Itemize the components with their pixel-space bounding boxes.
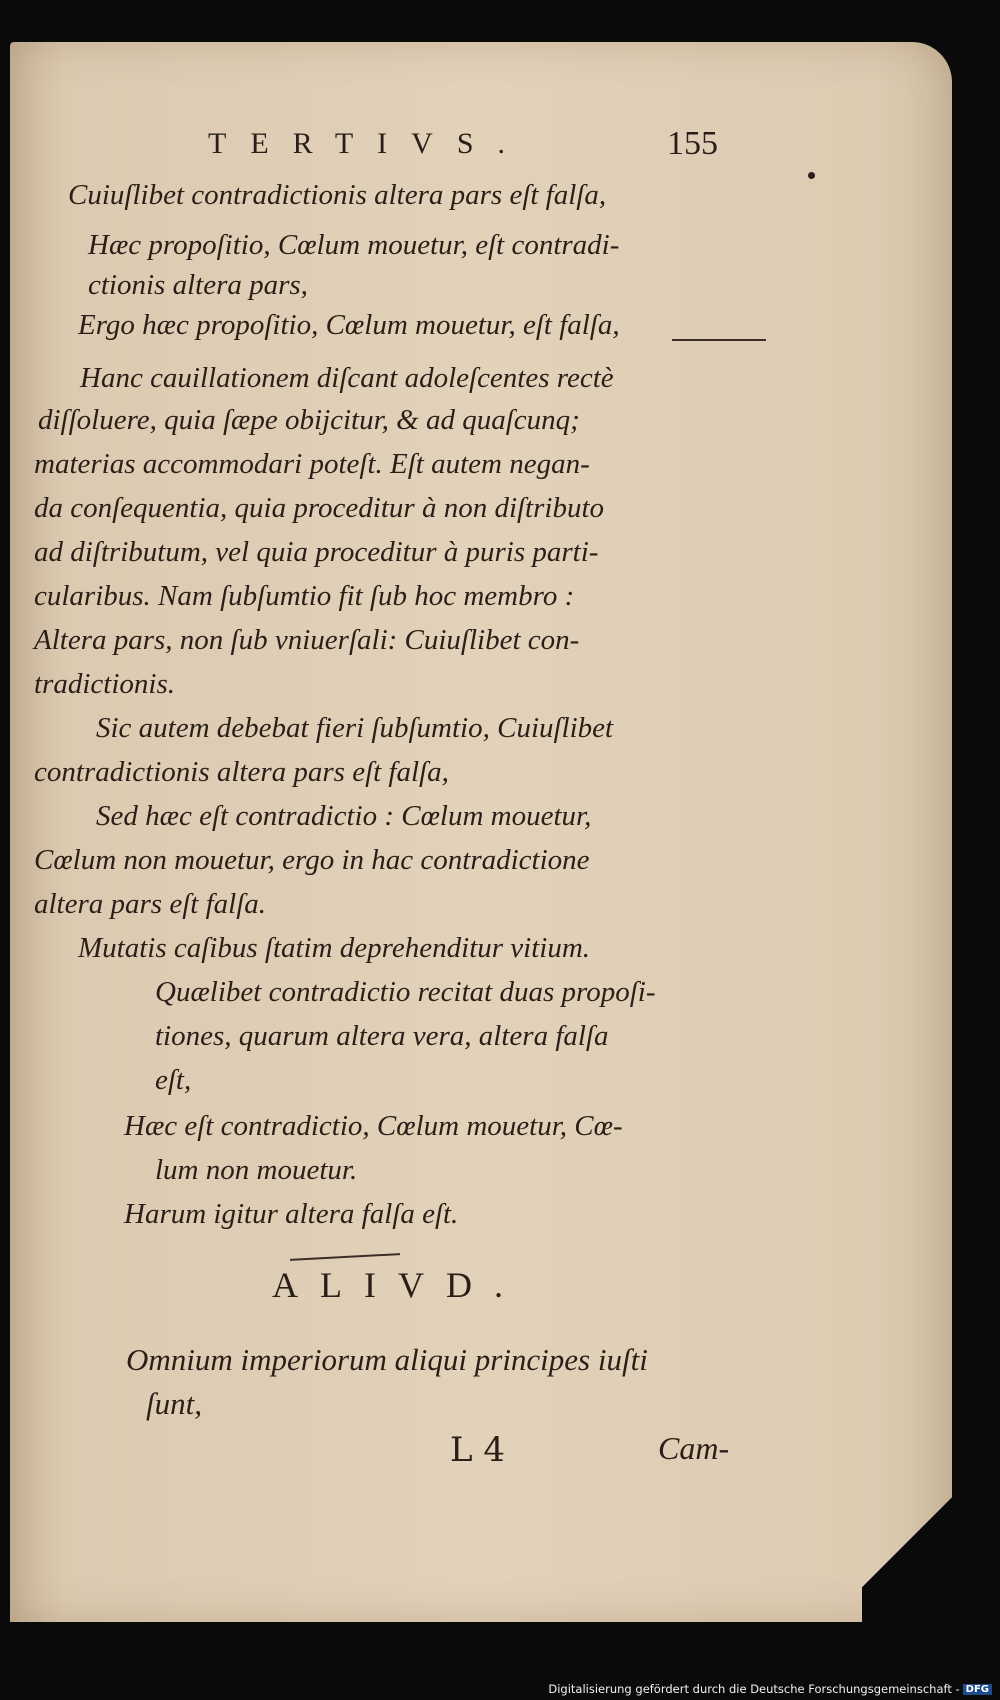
- text-line: Mutatis caſibus ſtatim deprehenditur vitium.: [78, 932, 591, 964]
- page-corner-shadow: [862, 1462, 952, 1622]
- text-line: tradictionis.: [34, 668, 175, 700]
- text-line: ctionis altera pars,: [88, 269, 308, 301]
- catchword: Cam-: [658, 1430, 730, 1466]
- text-line: eſt,: [155, 1064, 192, 1096]
- text-line: Quælibet contradictio recitat duas propoſi-: [155, 976, 656, 1008]
- text-line: cularibus. Nam ſubſumtio fit ſub hoc membro :: [34, 580, 575, 612]
- text-line: altera pars eſt falſa.: [34, 888, 266, 920]
- text-line: da conſequentia, quia proceditur à non diſtributo: [34, 492, 605, 524]
- page-number: 155: [667, 125, 718, 162]
- footer-text: Digitalisierung gefördert durch die Deutsche Forschungsgemeinschaft -: [548, 1682, 960, 1696]
- text-line: diſſoluere, quia ſæpe obijcitur, & ad quaſcunq;: [38, 404, 580, 436]
- text-line: Altera pars, non ſub vniuerſali: Cuiuſlibet con-: [34, 624, 580, 656]
- dfg-logo: DFG: [963, 1684, 992, 1695]
- text-line: Hæc eſt contradictio, Cœlum mouetur, Cœ-: [124, 1110, 623, 1142]
- text-line: ſunt,: [146, 1386, 202, 1421]
- text-line: Cuiuſlibet contradictionis altera pars eſt falſa,: [68, 179, 607, 211]
- text-line: tiones, quarum altera vera, altera falſa: [155, 1020, 609, 1052]
- section-heading: ALIVD.: [272, 1265, 525, 1305]
- text-line: contradictionis altera pars eſt falſa,: [34, 756, 449, 788]
- text-line: ad diſtributum, vel quia proceditur à puris parti-: [34, 536, 599, 568]
- text-line: Sed hæc eſt contradictio : Cœlum mouetur,: [96, 800, 592, 832]
- ink-underline: [672, 339, 766, 341]
- text-line: Harum igitur altera falſa eſt.: [124, 1198, 459, 1230]
- ink-dot: [808, 172, 815, 179]
- text-line: Omnium imperiorum aliqui principes iuſti: [126, 1342, 648, 1377]
- text-line: lum non mouetur.: [155, 1154, 358, 1186]
- text-line: Cœlum non mouetur, ergo in hac contradictione: [34, 844, 590, 876]
- page-header: [0, 75, 1000, 162]
- text-line: materias accommodari poteſt. Eſt autem negan-: [34, 448, 590, 480]
- signature-mark: L 4: [450, 1430, 506, 1470]
- footer-credit: [548, 1682, 992, 1696]
- text-line: Hæc propoſitio, Cœlum mouetur, eſt contradi-: [88, 229, 620, 261]
- text-line: Hanc cauillationem diſcant adoleſcentes rectè: [80, 362, 614, 394]
- text-line: Ergo hæc propoſitio, Cœlum mouetur, eſt falſa,: [78, 309, 620, 341]
- running-title: TERTIVS.: [208, 127, 530, 160]
- text-line: Sic autem debebat fieri ſubſumtio, Cuiuſlibet: [96, 712, 614, 744]
